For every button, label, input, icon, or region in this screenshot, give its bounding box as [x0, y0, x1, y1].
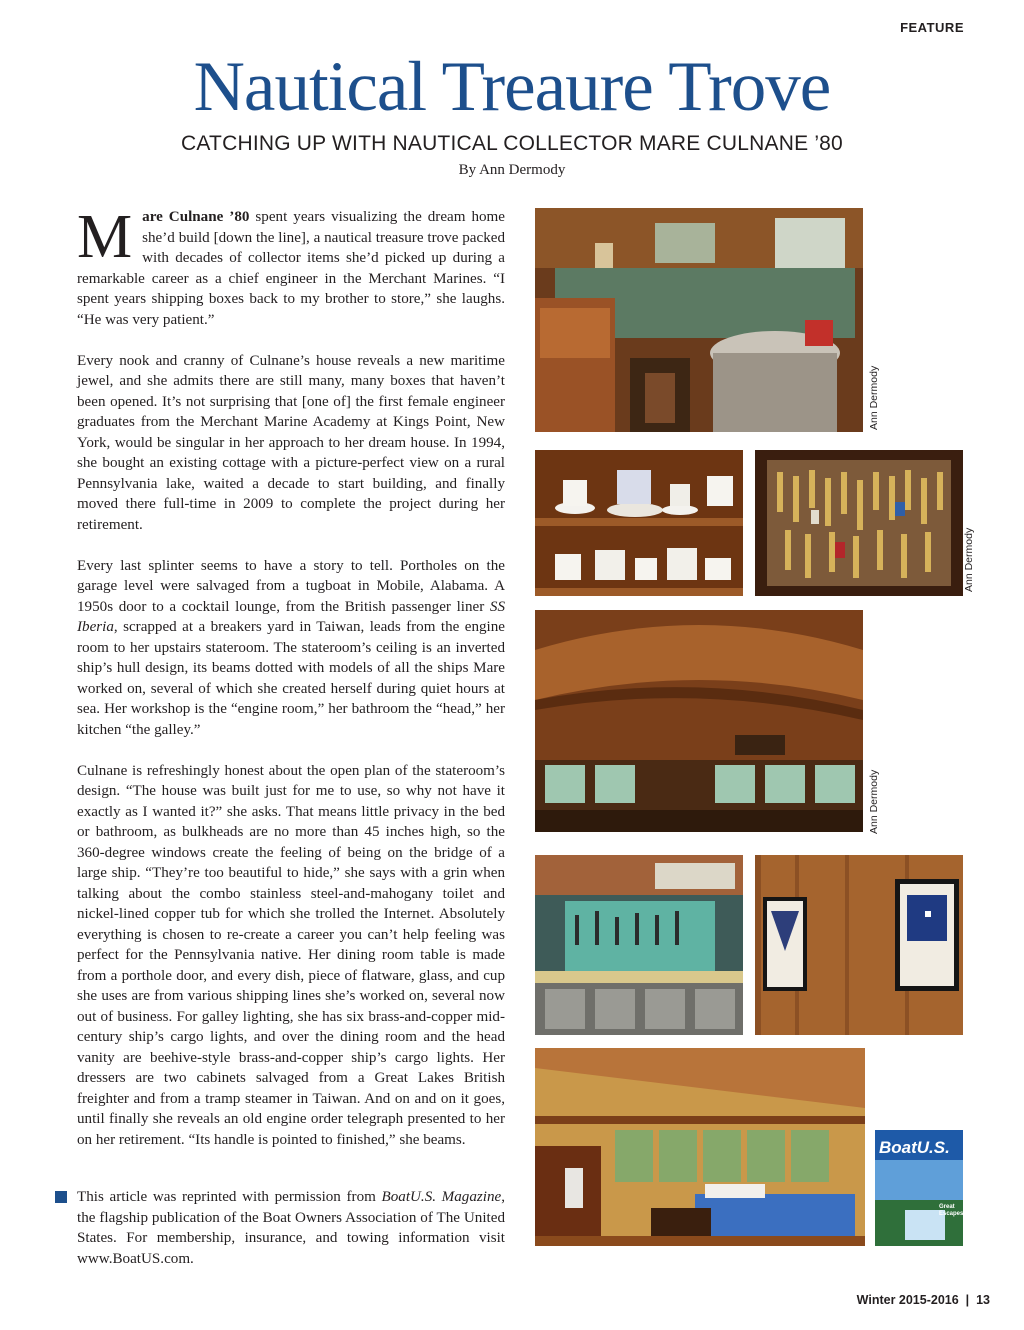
reprint-text-b: , the flagship publication of the Boat Owners Association of The United States. For membership, insurance, and towing information visit www.BoatUS.com. — [77, 1189, 505, 1267]
reprint-text-a: This article was reprinted with permission from — [77, 1189, 382, 1205]
reprint-marker — [55, 1191, 67, 1203]
ship-name: SS Iberia — [77, 598, 505, 635]
page-number: 13 — [976, 1293, 990, 1307]
page-footer — [700, 1293, 990, 1307]
photo-china — [535, 450, 743, 596]
paragraph-4: Culnane is refreshingly honest about the open plan of the stateroom’s design. “The house was built just for me to use, so why not have it exactly as I wanted it?” she asks. That means little privacy in the bed or bathroom, as bulkheads are no more than 45 inches high, so the 360-degree windows create the feeling of being on the bridge of a large ship. “They’re too beautiful to hide,” she says with a grin when talking about the combo stainless steel-and-mahogany toilet and nickel-lined copper tub for which she trolled the Internet. Absolutely everything is chosen to re-create a career you can’t help feeling was perfect for the Pennsylvania native. Her dining room table is made from a porthole door, and every dish, piece of flatware, glass, and cup she uses are from various shipping lines she’s worked on, several now out of business. For galley lighting, she has six brass-and-copper mid-century ship’s cargo lights, and over the dining room and the head vanity are beehive-style brass-and-copper ship’s cargo lights. Her dressers are two cabinets salvaged from a Great Lakes British freighter and from a tramp steamer in Taiwan. And on and on it goes, until finally she reveals an old engine order telegraph presented to her on her retirement. “Its handle is pointed to finished,” she beams. — [77, 762, 505, 1148]
magazine-cover-headline: Great Escapes — [939, 1204, 963, 1217]
photo-credit-1: Ann Dermody — [868, 365, 880, 430]
paragraph-3-text-a: Every last splinter seems to have a story to tell. Portholes on the garage level were salvaged from a tugboat in Mobile, Alabama. A 1950s door to a cocktail lounge, from the British passenger liner — [77, 557, 505, 615]
section-label: FEATURE — [900, 20, 964, 35]
drop-cap: M — [77, 203, 133, 271]
paragraph-2: Every nook and cranny of Culnane’s house reveals a new maritime jewel, and she admits there are still many, many boxes that haven’t been opened. It’s not surprising that [one of] the first female engineer graduates from the Merchant Marine Academy at Kings Point, New York, would be singular in her approach to her dream house. In 1994, she bought an existing cottage with a picture-perfect view on a rural Pennsylvania lake, waited a decade to start building, and finally moved there full-time in 2009 to complete the project during her retirement. — [77, 352, 505, 533]
issue-date: Winter 2015-2016 — [856, 1293, 959, 1307]
footer-separator: | — [965, 1293, 970, 1307]
photo-credit-3: Ann Dermody — [868, 769, 880, 834]
magazine-name: BoatU.S. Magazine — [381, 1189, 502, 1205]
paragraph-1 — [77, 203, 505, 330]
paragraph-1-text: spent years visualizing the dream home she’d build [down the line], a nautical treasure trove packed with decades of collector items she’d picked up during a remarkable career as a chief engineer in the Merchant Marines. “I spent years shipping boxes back to my brother to store,” she laughs. “He was very patient.” — [77, 209, 505, 328]
photo-pennants — [755, 855, 963, 1035]
photo-stateroom — [535, 610, 863, 832]
lead-in: are Culnane ’80 — [142, 209, 250, 225]
photo-engine-room — [535, 855, 743, 1035]
photo-keychains — [755, 450, 963, 596]
reprint-note — [77, 1187, 505, 1269]
magazine-cover — [875, 1130, 963, 1246]
photo-bathroom — [535, 208, 863, 432]
article-title: Nautical Treaure Trove — [193, 48, 831, 126]
byline: By Ann Dermody — [458, 162, 566, 178]
paragraph-3 — [77, 556, 505, 741]
magazine-cover-logo: BoatU.S. — [879, 1138, 950, 1157]
article-body — [77, 203, 505, 1171]
photo-credit-2: Ann Dermody — [963, 527, 975, 592]
paragraph-3-text-b: , scrapped at a breakers yard in Taiwan, leads from the engine room to her upstairs stateroom. The stateroom’s ceiling is an inverted ship’s hull design, its beams dotted with models of all the ships Mare worked on, several of which she created herself during quiet hours at sea. Her workshop is the “engine room,” her bathroom the “head,” her kitchen “the galley.” — [77, 619, 505, 738]
photo-bedroom — [535, 1048, 865, 1246]
article-subtitle: CATCHING UP WITH NAUTICAL COLLECTOR MARE CULNANE ’80 — [181, 132, 843, 155]
